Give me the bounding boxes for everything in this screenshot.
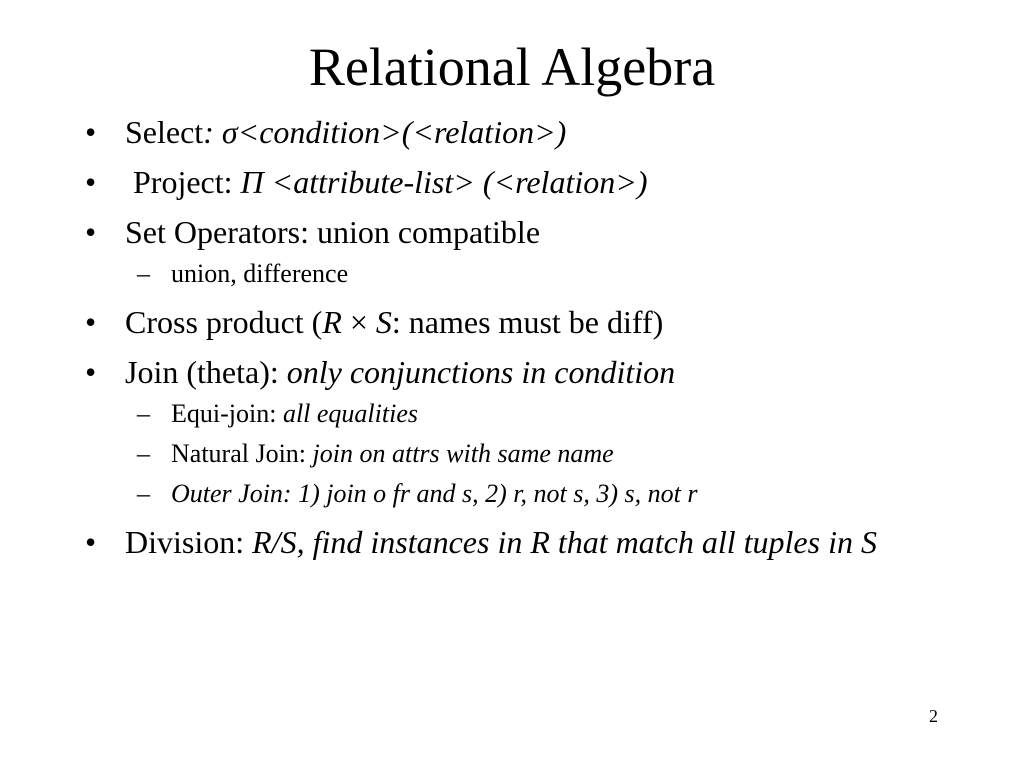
bullet-set-operators (85, 212, 945, 252)
sub-bullet-equi-join (85, 398, 945, 430)
bullet-list (85, 112, 945, 572)
bullet-join (85, 352, 945, 392)
sub-bullet-natural-join-text: join on attrs with same name (312, 439, 614, 468)
bullet-cross-product-s: S (375, 304, 392, 340)
bullet-join-label: Join (theta): (125, 354, 287, 390)
sub-bullet-natural-join-label: Natural Join: (171, 439, 313, 468)
bullet-division (85, 522, 945, 562)
bullet-cross-product-pre: Cross product ( (125, 304, 323, 340)
sub-bullet-outer-join (85, 478, 945, 510)
bullet-select-label: Select (125, 114, 204, 150)
page-number: 2 (929, 706, 938, 726)
bullet-project-label: Project: (125, 164, 241, 200)
bullet-project-text: Π <attribute-list> (<relation>) (240, 164, 648, 200)
sub-bullet-union-difference (85, 258, 945, 290)
sub-bullet-equi-join-text: all equalities (282, 399, 418, 428)
bullet-cross-product-post: : names must be diff) (391, 304, 664, 340)
sub-bullet-union-difference-text: union, difference (171, 259, 349, 288)
bullet-select-text: : σ<condition>(<relation>) (203, 114, 567, 150)
sub-bullet-equi-join-label: Equi-join: (171, 399, 283, 428)
bullet-join-text: only conjunctions in condition (286, 354, 676, 390)
bullet-division-label: Division: (125, 524, 253, 560)
bullet-project (85, 162, 945, 202)
bullet-cross-product (85, 302, 945, 342)
bullet-select (85, 112, 945, 152)
bullet-division-text: R/S, find instances in R that match all tuples in S (252, 524, 877, 560)
bullet-cross-product-times: × (341, 304, 376, 340)
sub-bullet-outer-join-text: Outer Join: 1) join o fr and s, 2) r, not s, 3) s, not r (171, 479, 698, 508)
slide-title: Relational Algebra (308, 37, 716, 97)
sub-bullet-natural-join (85, 438, 945, 470)
bullet-set-operators-label: Set Operators: union compatible (125, 214, 541, 250)
bullet-cross-product-r: R (322, 304, 342, 340)
